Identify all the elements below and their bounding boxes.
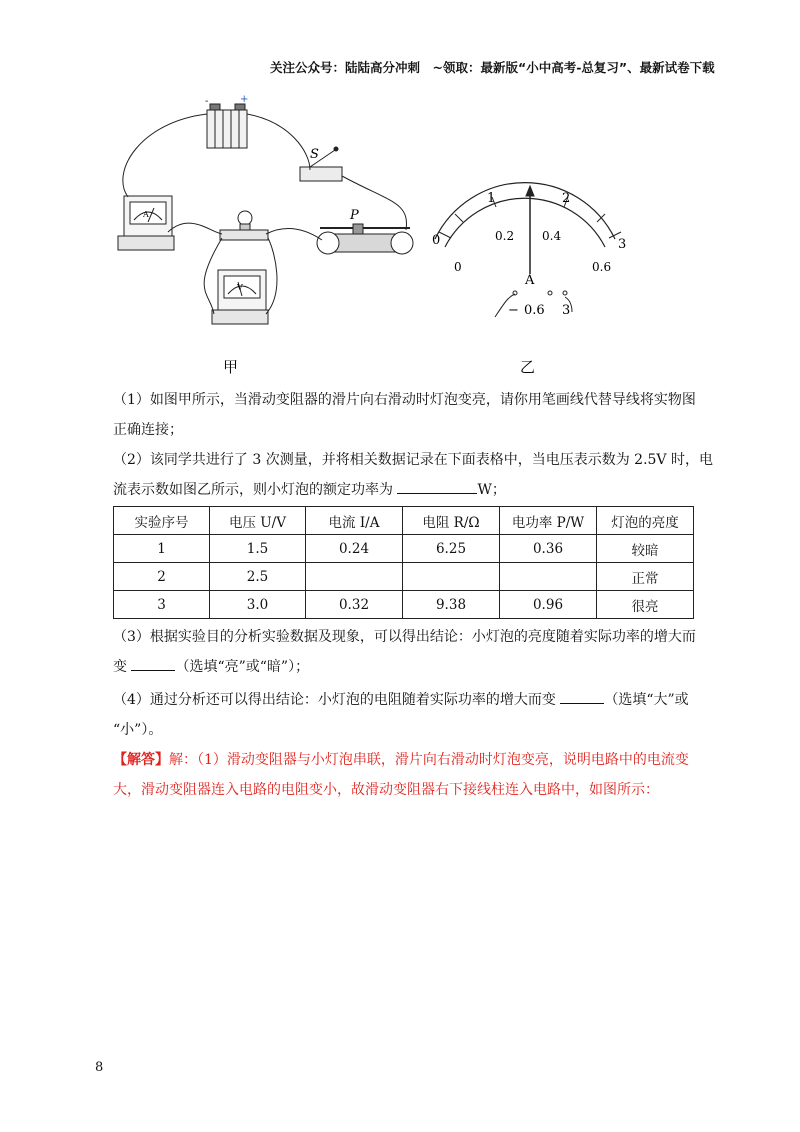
- ammeter-icon: [118, 196, 174, 250]
- data-table: [113, 506, 694, 619]
- voltmeter-symbol: V: [237, 283, 243, 292]
- switch-label: S: [310, 147, 319, 162]
- circuit-figure: [110, 92, 670, 382]
- table-row: 2 2.5 正常: [114, 563, 694, 591]
- answer-blank: [560, 689, 604, 704]
- upper-scale-0: 0: [432, 233, 441, 248]
- question-3: （3）根据实验目的分析实验数据及现象，可以得出结论：小灯泡的亮度随着实际功率的增大而 变 （选填“亮”或“暗”）；: [113, 629, 696, 675]
- lower-scale-2: 0.4: [542, 229, 562, 243]
- switch-icon: [300, 147, 342, 181]
- upper-scale-3: 3: [618, 237, 627, 252]
- lamp-icon: [220, 211, 268, 240]
- meter-dial: [435, 183, 615, 274]
- voltmeter-icon: [212, 270, 268, 324]
- upper-scale-2: 2: [562, 191, 571, 206]
- caption-left: 甲: [223, 358, 239, 376]
- table-row: 1 1.5 0.24 6.25 0.36 较暗: [114, 535, 694, 563]
- question-1: （1）如图甲所示，当滑动变阻器的滑片向右滑动时灯泡变亮，请你用笔画线代替导线将实物图 正确连接；: [113, 392, 696, 438]
- svg-text:-: -: [205, 96, 209, 107]
- question-2: （2）该同学共进行了 3 次测量，并将相关数据记录在下面表格中，当电压表示数为 2.5V 时，电 流表示数如图乙所示，则小灯泡的额定功率为 W；: [113, 452, 713, 498]
- lower-scale-0: 0: [454, 260, 462, 274]
- upper-scale-1: 1: [487, 191, 496, 206]
- lower-scale-3: 0.6: [592, 260, 612, 274]
- meter-unit: A: [525, 273, 535, 288]
- question-4: （4）通过分析还可以得出结论：小灯泡的电阻随着实际功率的增大而变 （选填“大”或 “小”）。: [113, 685, 713, 745]
- page-header: 关注公众号：陆陆高分冲刺 ~领取：最新版“小中高考-总复习”、最新试卷下载: [270, 60, 715, 75]
- ammeter-symbol: A: [143, 210, 149, 219]
- table-row: 3 3.0 0.32 9.38 0.96 很亮: [114, 591, 694, 619]
- page-number: 8: [95, 1060, 104, 1075]
- terminal-minus: −: [508, 303, 519, 318]
- table-header-row: 实验序号 电压 U/V 电流 I/A 电阻 R/Ω 电功率 P/W 灯泡的亮度: [114, 507, 694, 535]
- answer-blank: [397, 479, 477, 494]
- lower-scale-1: 0.2: [495, 229, 515, 243]
- battery-icon: [207, 104, 247, 148]
- slider-label: P: [350, 208, 359, 223]
- terminal-0.6: 0.6: [524, 303, 545, 318]
- terminal-3: 3: [562, 303, 571, 318]
- svg-text:+: +: [240, 94, 249, 105]
- rheostat-icon: [317, 224, 413, 254]
- answer-section: 【解答】解：（1）滑动变阻器与小灯泡串联，滑片向右滑动时灯泡变亮，说明电路中的电流变 大，滑动变阻器连入电路的电阻变小，故滑动变阻器右下接线柱连入电路中，如图所示：: [113, 752, 689, 798]
- caption-right: 乙: [520, 358, 536, 376]
- answer-tag: 【解答】: [113, 752, 169, 768]
- answer-blank: [131, 656, 175, 671]
